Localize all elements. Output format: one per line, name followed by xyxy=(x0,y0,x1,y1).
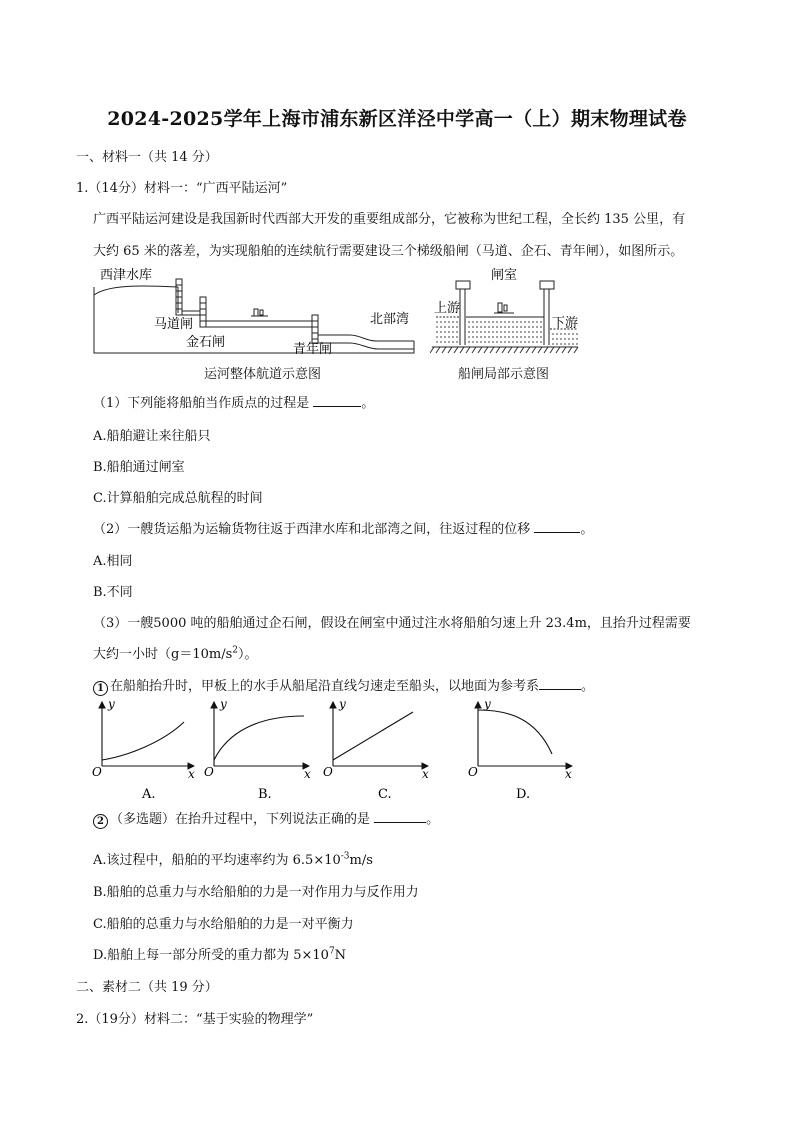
option-text: A.该过程中，船舶的平均速率约为 6.5×10 xyxy=(93,853,341,868)
sub-item-text: 在船舶抬升时，甲板上的水手从船尾沿直线匀速走至船头，以地面为参考系 xyxy=(110,679,540,694)
option-c: C.船舶的总重力与水给船舶的力是一对平衡力 xyxy=(93,917,354,932)
stem-end: 。 xyxy=(361,396,375,411)
stem-end: 。 xyxy=(426,812,440,827)
jinshi-lock-label: 金石闸 xyxy=(186,335,226,350)
question-header: 2.（19分）材料二：“基于实验的物理学” xyxy=(76,1012,314,1027)
option-b: B.船舶通过闸室 xyxy=(93,460,185,475)
option-c: C.计算船舶完成总航程的时间 xyxy=(93,491,263,506)
sub-item-2 xyxy=(93,808,439,829)
subquestion-2 xyxy=(93,518,593,537)
chamber-label: 闸室 xyxy=(491,268,518,283)
option-text: D.船舶上每一部分所受的重力都为 5×10 xyxy=(93,948,329,963)
stem-end: 。 xyxy=(581,679,595,694)
reservoir-label: 西津水库 xyxy=(100,268,153,283)
qingnian-lock-label: 青年闸 xyxy=(293,342,333,357)
y-axis-label: y xyxy=(339,697,346,711)
section-heading: 一、材料一（共 14 分） xyxy=(76,150,218,165)
graph-options xyxy=(88,696,588,804)
superscript: -3 xyxy=(340,851,350,862)
superscript: 2 xyxy=(232,645,238,656)
stem-end: 。 xyxy=(580,522,594,537)
x-axis-label: x xyxy=(565,767,572,781)
x-axis-label: x xyxy=(188,767,195,781)
madao-lock-label: 马道闸 xyxy=(154,317,194,332)
subquestion-stem: （1）下列能将船舶当作质点的过程是 xyxy=(93,396,310,411)
x-axis-label: x xyxy=(422,767,429,781)
x-axis-label: x xyxy=(304,767,311,781)
graph-label-d: D. xyxy=(516,787,531,802)
origin-label: O xyxy=(468,765,478,779)
option-b: B.船舶的总重力与水给船舶的力是一对作用力与反作用力 xyxy=(93,885,419,900)
graph-label-c: C. xyxy=(378,787,392,802)
y-axis-label: y xyxy=(108,697,115,711)
line-text: 大约一小时（g＝10m/s xyxy=(93,647,233,662)
option-a: A.船舶避让来往船只 xyxy=(93,429,211,444)
origin-label: O xyxy=(204,765,214,779)
figure-caption: 船闸局部示意图 xyxy=(458,367,550,382)
answer-blank[interactable] xyxy=(374,810,426,823)
y-axis-label: y xyxy=(220,697,227,711)
answer-blank[interactable] xyxy=(313,394,361,407)
origin-label: O xyxy=(323,765,333,779)
lock-chamber-figure xyxy=(430,265,580,365)
option-a xyxy=(93,849,373,868)
y-axis-label: y xyxy=(484,697,491,711)
option-a: A.相同 xyxy=(93,554,133,569)
page-title: 2024-2025学年上海市浦东新区洋泾中学高一（上）期末物理试卷 xyxy=(107,108,687,130)
option-b: B.不同 xyxy=(93,585,133,600)
graph-label-a: A. xyxy=(142,787,156,802)
question-header: 1.（14分）材料一：“广西平陆运河” xyxy=(76,181,288,196)
option-text: N xyxy=(334,948,347,963)
line-text: ）。 xyxy=(237,647,258,662)
subquestion-1 xyxy=(93,392,374,411)
beibu-gulf-label: 北部湾 xyxy=(370,312,410,327)
subquestion-3-line xyxy=(93,643,258,662)
option-d xyxy=(93,944,346,963)
section-heading: 二、素材二（共 19 分） xyxy=(76,980,218,995)
subquestion-stem: （2）一艘货运船为运输货物往返于西津水库和北部湾之间，往返过程的位移 xyxy=(93,522,531,537)
question-intro-line: 大约 65 米的落差，为实现船舶的连续航行需要建设三个梯级船闸（马道、企石、青年闸），如图所示。 xyxy=(93,244,684,259)
subquestion-3-line: （3）一艘5000 吨的船舶通过企石闸，假设在闸室中通过注水将船舶匀速上升 23.4m，且抬升过程需要 xyxy=(93,616,691,631)
figure-caption: 运河整体航道示意图 xyxy=(204,367,322,382)
superscript: 7 xyxy=(328,946,335,957)
option-text: m/s xyxy=(349,853,373,868)
circled-number: 2 xyxy=(93,814,108,829)
origin-label: O xyxy=(92,765,102,779)
circled-number: 1 xyxy=(93,681,108,696)
downstream-label: 下游 xyxy=(552,316,579,331)
graph-label-b: B. xyxy=(258,787,272,802)
sub-item-text: （多选题）在抬升过程中，下列说法正确的是 xyxy=(110,812,371,827)
question-intro-line: 广西平陆运河建设是我国新时代西部大开发的重要组成部分，它被称为世纪工程，全长约 135 公里，有 xyxy=(93,212,686,227)
upstream-label: 上游 xyxy=(434,301,461,316)
answer-blank[interactable] xyxy=(534,520,580,533)
sub-item-1 xyxy=(93,675,594,696)
answer-blank[interactable] xyxy=(539,677,581,690)
